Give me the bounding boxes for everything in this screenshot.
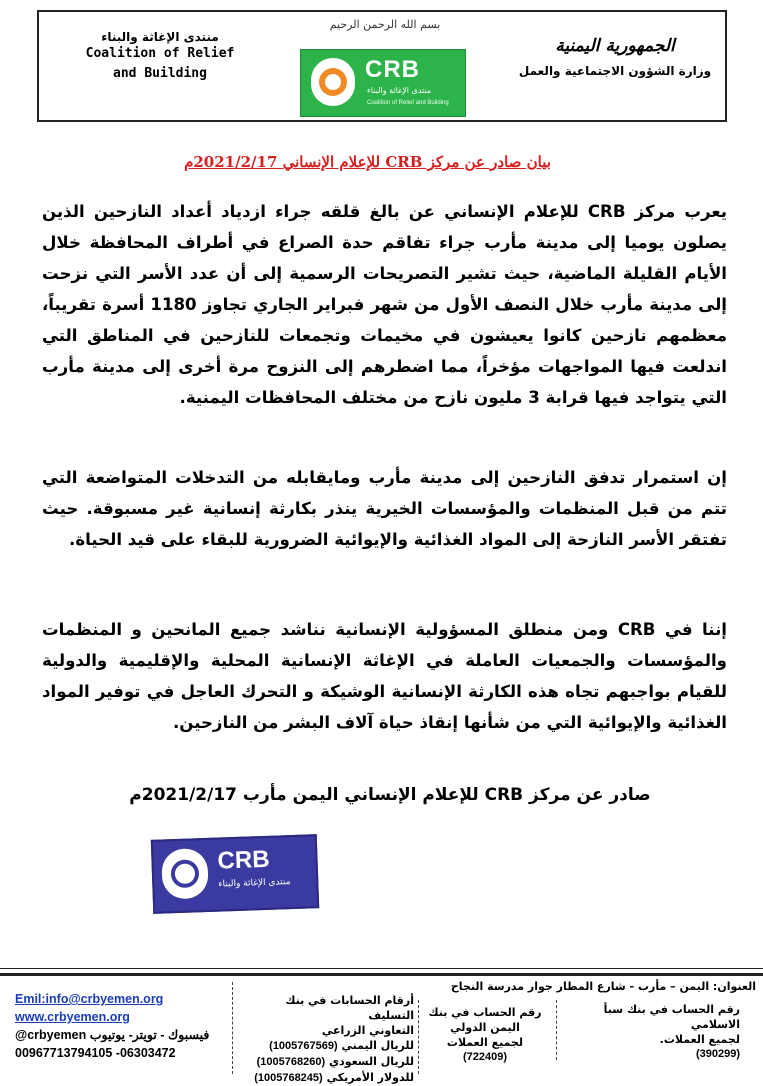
phone-numbers: 00967713794105 -06303472 (15, 1046, 176, 1060)
ministry-name: وزارة الشؤون الاجتماعية والعمل (518, 64, 712, 78)
bank-title-line1: أرقام الحسابات في بنك التسليف (285, 994, 414, 1022)
yemen-bank-line1: رقم الحساب في بنك اليمن الدولي (428, 1006, 542, 1034)
footer-saba-bank (560, 1002, 740, 1062)
letterhead-left (60, 30, 260, 84)
hands-logo-icon (311, 58, 355, 106)
saba-bank-number: (390299) (695, 1048, 740, 1060)
stamp-text: CRB (217, 845, 270, 875)
republic-name: الجمهورية اليمنية (555, 36, 675, 56)
crb-stamp (151, 834, 319, 914)
footer-divider-thick (0, 973, 763, 976)
yemen-bank-number: (722409) (462, 1051, 508, 1063)
footer-separator-2 (418, 1000, 419, 1074)
bank-yer-number: (1005767569) (269, 1040, 338, 1052)
crb-logo (300, 49, 466, 117)
bank-yer-row (244, 1038, 414, 1054)
logo-text: CRB (365, 56, 420, 83)
saba-bank-line2: لجميع العملات. (659, 1033, 740, 1046)
footer-bank-accounts (244, 993, 414, 1086)
org-name-arabic: منتدى الإغاثة والبناء (101, 30, 219, 44)
email-link[interactable]: Emil:info@crbyemen.org (15, 992, 164, 1006)
social-handles: @crbyemen فيسبوك - تويتر- يوتيوب (15, 1028, 210, 1042)
bank-usd-row (244, 1070, 414, 1086)
paragraph-1: يعرب مركز CRB للإعلام الإنساني عن بالغ قلقه جراء ازدياد أعداد النازحين الذين يصلون يوميا إلى مدينة مأرب جراء تفاقم حدة الصراع في أطراف المحافظة خلال الأيام القليلة الماضية، حيث تشير التصريحات الرسمية إلى أن عدد الأسر التي نزحت إلى مدينة مأرب خلال النصف الأول من شهر فبراير الجاري تجاوز 1180 أسرة تقريباً، معظمهم نازحين كانوا يعيشون في مخيمات وتجمعات للنازحين في المناطق التي اندلعت فيها المواجهات مؤخراً، مما اضطرهم إلى النزوح مرة أخرى إلى مدينة مأرب التي يتواجد فيها قرابة 3 مليون نازح من مختلف المحافظات اليمنية. (42, 202, 728, 407)
logo-subtitle-english: Coalition of Relief and Building (367, 100, 449, 106)
statement-title: بيان صادر عن مركز CRB للإعلام الإنساني 2021/2/17م (184, 153, 551, 171)
bank-yer-label: للريال اليمني (341, 1039, 414, 1052)
basmala: بسم الله الرحمن الرحيم (329, 18, 441, 31)
footer-address: العنوان: اليمن – مأرب - شارع المطار جوار مدرسة النجاح (450, 980, 756, 993)
footer-separator-3 (556, 1000, 557, 1060)
stamp-subtitle: منتدى الإغاثة والبناء (218, 877, 291, 890)
paragraph-2: إن استمرار تدفق النازحين إلى مدينة مأرب ومايقابله من التدخلات المتواضعة التي تتم من قبل المنظمات والمؤسسات الخيرية ينذر بكارثة إنسانية غير مسبوقة. حيث تفتقر الأسر النازحة إلى المواد الغذائية والإيوائية الضرورية للبقاء على قيد الحياة. (42, 468, 727, 549)
footer-yemen-bank (420, 1005, 550, 1065)
logo-subtitle-arabic: منتدى الإغاثة والبناء (367, 86, 432, 95)
bank-sar-number: (1005768260) (256, 1056, 326, 1068)
footer-separator-1 (232, 982, 233, 1074)
bank-sar-row (244, 1054, 414, 1070)
org-name-english-line2: and Building (113, 66, 207, 81)
bank-title-line2: التعاوني الزراعي (321, 1024, 414, 1037)
letterhead-right (515, 36, 715, 78)
saba-bank-line1: رقم الحساب في بنك سبأ الاسلامي (603, 1003, 740, 1031)
website-link[interactable]: www.crbyemen.org (15, 1010, 130, 1024)
bank-usd-label: للدولار الأمريكي (326, 1071, 414, 1084)
stamp-hands-icon (161, 848, 209, 900)
yemen-bank-line2: لجميع العملات (446, 1036, 524, 1049)
footer-contact (15, 990, 225, 1062)
signoff-line: صادر عن مركز CRB للإعلام الإنساني اليمن مأرب 2021/2/17م (129, 785, 651, 805)
bank-sar-label: للريال السعودي (328, 1055, 414, 1068)
footer-divider (0, 968, 763, 969)
bank-usd-number: (1005768245) (254, 1072, 323, 1084)
paragraph-3: إننا في CRB ومن منطلق المسؤولية الإنسانية نناشد جميع المانحين و المنظمات والمؤسسات والجمعيات العاملة في الإغاثة الإنسانية المحلية والإقليمية والدولية للقيام بواجبهم تجاه هذه الكارثة الإنسانية الوشيكة و التحرك العاجل في توفير المواد الغذائية والإيوائية التي من شأنها إنقاذ حياة آلاف البشر من النازحين. (42, 620, 727, 732)
org-name-english-line1: Coalition of Relief (85, 46, 235, 61)
